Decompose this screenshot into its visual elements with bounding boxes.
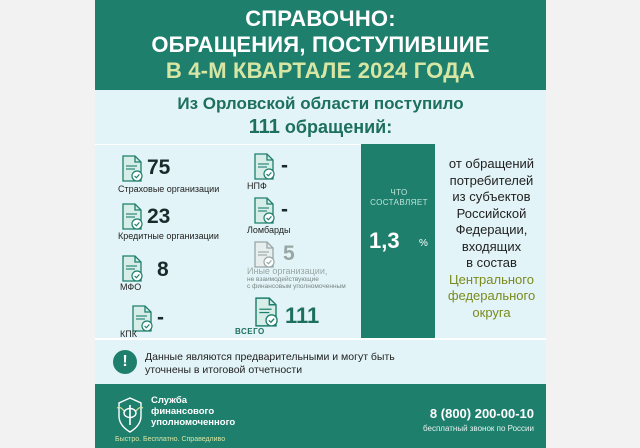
- document-check-icon: [121, 155, 143, 182]
- header-banner: [95, 0, 546, 90]
- org-name: [151, 395, 235, 428]
- org-name-line-2: финансового: [151, 406, 215, 417]
- document-check-icon: [131, 305, 153, 332]
- credit-value: 23: [147, 205, 171, 228]
- share-text-line: Федерации,: [455, 222, 528, 237]
- share-text-line: в состав: [466, 255, 517, 270]
- share-caption: [367, 188, 431, 208]
- title-line-3: В 4-М КВАРТАЛЕ 2024 ГОДА: [165, 58, 476, 83]
- intro-count-suffix: обращений:: [279, 117, 393, 137]
- document-check-icon: [121, 255, 143, 282]
- infographic: [95, 0, 546, 448]
- intro-text: Из Орловской области поступило: [177, 94, 464, 113]
- other-sublabel-2: с финансовым уполномоченным: [247, 283, 346, 290]
- org-name-line-1: Служба: [151, 395, 188, 406]
- share-text-line: входящих: [461, 238, 522, 254]
- other-label: Иные организации,: [247, 266, 328, 276]
- share-description: [437, 156, 546, 321]
- share-panel: [361, 144, 435, 338]
- hotline-phone[interactable]: 8 (800) 200-00-10: [429, 406, 534, 421]
- title-line-1: СПРАВОЧНО:: [245, 6, 396, 31]
- total-label: ВСЕГО: [235, 327, 265, 336]
- other-sublabel-1: не взаимодействующие: [247, 276, 319, 283]
- kpk-value: -: [157, 306, 164, 329]
- document-check-icon: [121, 203, 143, 230]
- share-text-line: из субъектов: [452, 189, 531, 204]
- intro-count: 111: [248, 116, 280, 138]
- mfo-value: 8: [157, 258, 169, 281]
- disclaimer-note: [95, 338, 546, 384]
- share-text-highlight: федерального: [447, 288, 536, 303]
- intro: [95, 90, 546, 140]
- total-value: 111: [285, 303, 320, 328]
- document-check-icon: [253, 297, 279, 327]
- ombudsman-emblem-icon: [115, 396, 145, 434]
- share-unit: %: [419, 238, 428, 249]
- share-text-line: Российской: [456, 205, 527, 221]
- share-caption-line-2: СОСТАВЛЯЕТ: [370, 198, 428, 207]
- document-check-icon: [253, 241, 275, 268]
- credit-label: Кредитные организации: [118, 231, 219, 241]
- kpk-label: КПК: [120, 329, 137, 339]
- document-check-icon: [253, 153, 275, 180]
- share-text-line: потребителей: [449, 172, 534, 188]
- slogan: Быстро. Бесплатно. Справедливо: [115, 436, 226, 443]
- categories-panel: [95, 144, 361, 338]
- share-text-line: от обращений: [448, 156, 535, 171]
- mfo-label: МФО: [120, 282, 142, 292]
- disclaimer-text: Данные являются предварительными и могут быть уточнены в итоговой отчетности: [145, 351, 395, 376]
- org-name-line-3: уполномоченного: [151, 417, 236, 428]
- insurance-value: 75: [147, 156, 171, 179]
- footer: [95, 384, 546, 448]
- share-value: 1,3: [369, 228, 400, 253]
- other-value: 5: [283, 242, 295, 265]
- exclamation-icon: !: [113, 350, 137, 374]
- pawnshops-value: -: [281, 198, 288, 221]
- share-caption-line-1: ЧТО: [390, 188, 408, 197]
- npf-value: -: [281, 154, 288, 177]
- document-check-icon: [253, 197, 275, 224]
- title-line-2: ОБРАЩЕНИЯ, ПОСТУПИВШИЕ: [151, 32, 490, 57]
- npf-label: НПФ: [247, 181, 267, 191]
- hotline-caption: бесплатный звонок по России: [423, 424, 534, 433]
- share-text-highlight: округа: [472, 304, 511, 320]
- insurance-label: Страховые организации: [118, 184, 220, 194]
- intro-count-line: [95, 115, 546, 139]
- share-text-highlight: Центрального: [449, 271, 534, 287]
- pawnshops-label: Ломбарды: [247, 225, 291, 235]
